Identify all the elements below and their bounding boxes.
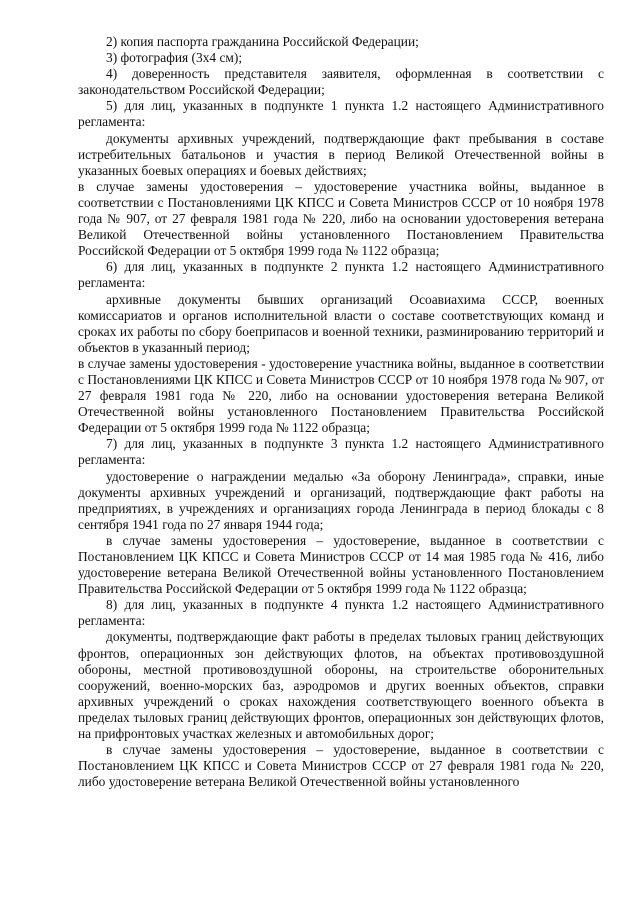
paragraph: в случае замены удостоверения - удостоверение участника войны, выданное в соответствии с Постановлениями ЦК КПСС и Совета Министров СССР от 10 ноября 1978 года № 907, от 27 февраля 1981 года № 220, либо на основании удостоверения ветерана Великой Отечественной войны установленного Постановлением Правительства Российской Федерации от 5 октября 1999 года № 1122 образца;: [78, 355, 604, 436]
paragraph: документы, подтверждающие факт работы в пределах тыловых границ действующих фронтов, операционных зон действующих флотов, на объектах противовоздушной обороны, местной противовоздушной обороны, на строительстве оборонительных сооружений, военно-морских баз, аэродромов и других военных объектов, справки архивных учреждений о сроках нахождения соответствующего военного объекта в пределах тыловых границ действующих фронтов, операционных зон действующих флотов, на прифронтовых участках железных и автомобильных дорог;: [78, 629, 604, 742]
paragraph: 7) для лиц, указанных в подпункте 3 пункта 1.2 настоящего Административного регламента:: [78, 436, 604, 468]
paragraph: в случае замены удостоверения – удостоверение, выданное в соответствии с Постановлением ЦК КПСС и Совета Министров СССР от 27 февраля 1981 года № 220, либо удостоверение ветерана Великой Отечественной войны установленного: [78, 742, 604, 790]
paragraph: 4) доверенность представителя заявителя, оформленная в соответствии с законодательством Российской Федерации;: [78, 66, 604, 98]
paragraph: 5) для лиц, указанных в подпункте 1 пункта 1.2 настоящего Административного регламента:: [78, 98, 604, 130]
document-body: [78, 34, 604, 790]
paragraph: удостоверение о награждении медалью «За оборону Ленинграда», справки, иные документы архивных учреждений и организаций, подтверждающие факт работы на предприятиях, в учреждениях и организациях города Ленинграда в период блокады с 8 сентября 1941 года по 27 января 1944 года;: [78, 468, 604, 532]
paragraph: документы архивных учреждений, подтверждающие факт пребывания в составе истребительных батальонов и участия в период Великой Отечественной войны в указанных боевых операциях и боевых действиях;: [78, 130, 604, 178]
paragraph: в случае замены удостоверения – удостоверение, выданное в соответствии с Постановлением ЦК КПСС и Совета Министров СССР от 14 мая 1985 года № 416, либо удостоверение ветерана Великой Отечественной войны установленного Постановлением Правительства Российской Федерации от 5 октября 1999 года № 1122 образца;: [78, 532, 604, 597]
paragraph: в случае замены удостоверения – удостоверение участника войны, выданное в соответствии с Постановлениями ЦК КПСС и Совета Министров СССР от 10 ноября 1978 года № 907, от 27 февраля 1981 года № 220, либо на основании удостоверения ветерана Великой Отечественной войны установленного Постановлением Правительства Российской Федерации от 5 октября 1999 года № 1122 образца;: [78, 178, 604, 259]
paragraph: 6) для лиц, указанных в подпункте 2 пункта 1.2 настоящего Административного регламента:: [78, 259, 604, 291]
paragraph: 8) для лиц, указанных в подпункте 4 пункта 1.2 настоящего Административного регламента:: [78, 597, 604, 629]
paragraph: 3) фотография (3х4 см);: [106, 50, 243, 66]
paragraph: архивные документы бывших организаций Осоавиахима СССР, военных комиссариатов и органов исполнительной власти о составе соответствующих команд и сроках их работы по сбору боеприпасов и военной техники, разминированию территорий и объектов в указанный период;: [78, 291, 604, 355]
paragraph: 2) копия паспорта гражданина Российской Федерации;: [106, 34, 419, 49]
